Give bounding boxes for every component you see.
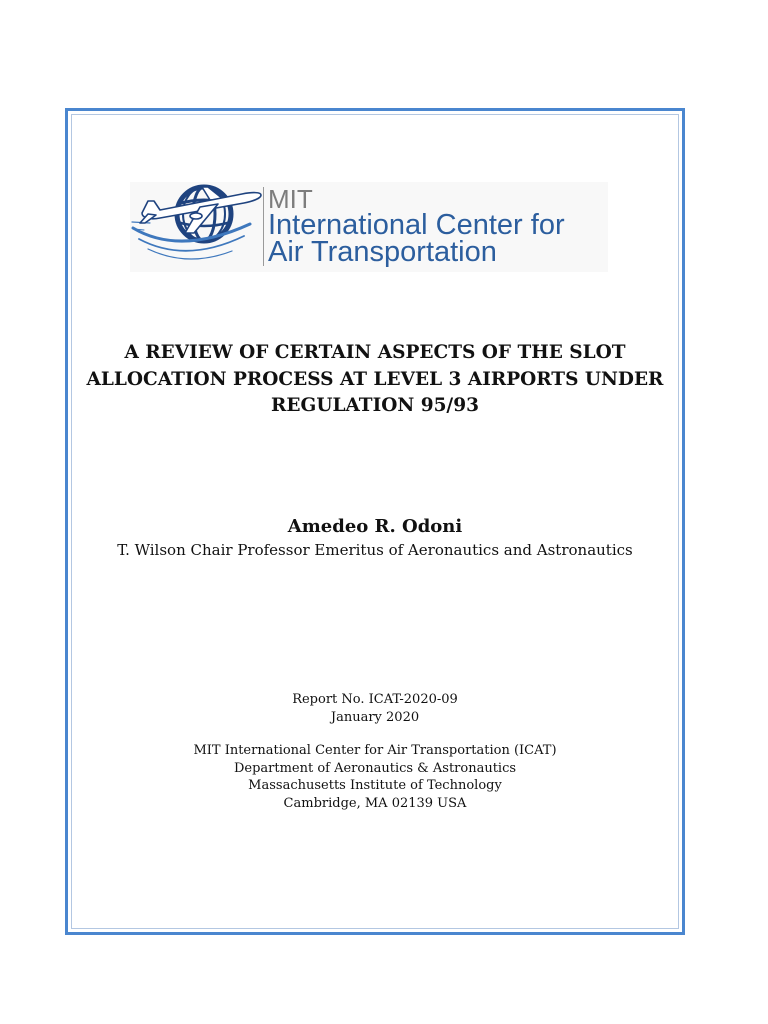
- report-title: [65, 340, 685, 420]
- logo-divider: [263, 187, 264, 266]
- author-position-block: [65, 540, 685, 560]
- report-title-line: ALLOCATION PROCESS AT LEVEL 3 AIRPORTS UNDER: [86, 368, 664, 390]
- author-name: Amedeo R. Odoni: [287, 516, 463, 537]
- logo-text-air-transportation: Air Transportation: [268, 236, 497, 268]
- author-position: T. Wilson Chair Professor Emeritus of Aeronautics and Astronautics: [117, 541, 633, 559]
- institution-line: MIT International Center for Air Transportation (ICAT): [193, 743, 557, 758]
- institution-address: [65, 742, 685, 813]
- report-number: Report No. ICAT-2020-09: [292, 692, 458, 707]
- logo-text-mit: MIT: [268, 184, 313, 214]
- logo-text-center-name: International Center for: [268, 209, 565, 241]
- author-block: [65, 516, 685, 538]
- report-date: January 2020: [330, 710, 420, 725]
- icat-logo: [130, 182, 608, 272]
- report-title-line: REGULATION 95/93: [271, 395, 479, 416]
- report-info: [65, 691, 685, 727]
- institution-line: Department of Aeronautics & Astronautics: [233, 760, 517, 776]
- institution-line: Massachusetts Institute of Technology: [248, 778, 502, 794]
- globe-airplane-icon: [130, 182, 263, 272]
- institution-line: Cambridge, MA 02139 USA: [283, 796, 467, 812]
- report-title-line: A REVIEW OF CERTAIN ASPECTS OF THE SLOT: [124, 342, 626, 363]
